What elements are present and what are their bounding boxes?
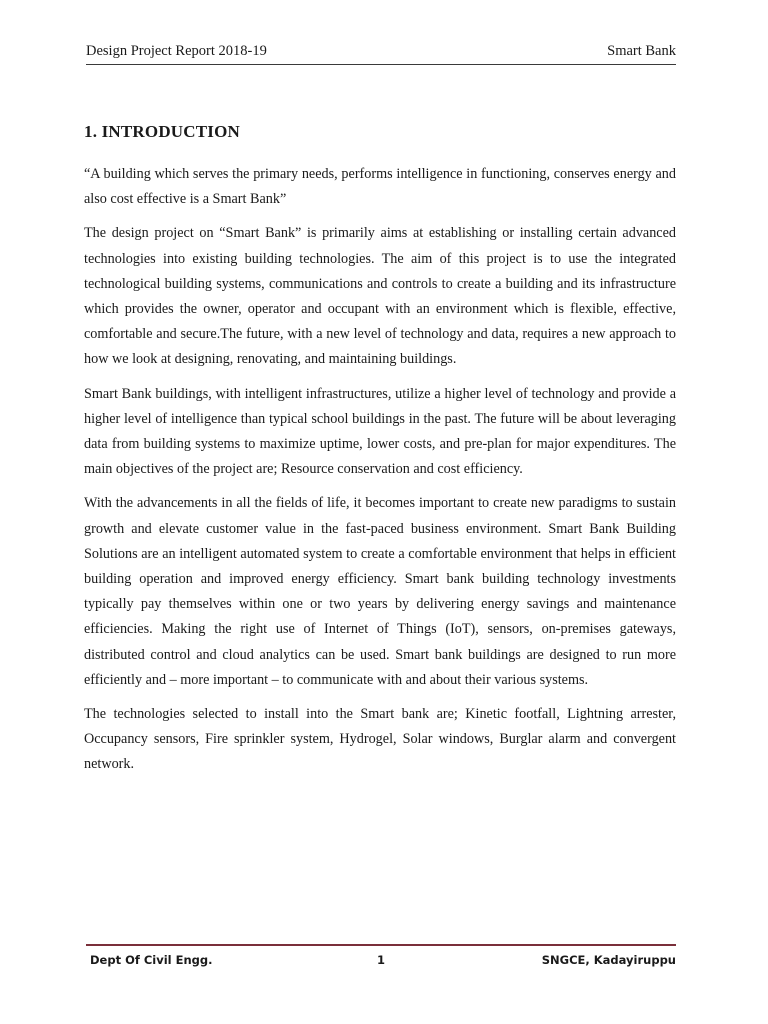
footer-page-number: 1 [376,953,386,967]
header-project-name: Smart Bank [607,43,676,59]
paragraph-advancements: With the advancements in all the fields of life, it becomes important to create new paradigms to sustain growth and elevate customer value in the fast-paced business environment. Smart Bank Building Solutions are an intelligent automated system to create a comfortable environment that helps in efficient building operation and improved energy efficiency. Smart bank building technology investments typically pay themselves within one or two years by delivering energy savings and maintenance efficiencies. Making the right use of Internet of Things (IoT), sensors, on-premises gateways, distributed control and cloud analytics can be used. Smart bank buildings are designed to run more efficiently and – more important – to communicate with and about their various systems. [84,495,676,688]
section-body [84,162,676,787]
footer-department: Dept Of Civil Engg. [90,953,213,967]
header-report-title: Design Project Report 2018-19 [86,43,267,59]
paragraph-technologies: The technologies selected to install into the Smart bank are; Kinetic footfall, Lightning arrester, Occupancy sensors, Fire sprinkler system, Hydrogel, Solar windows, Burglar alarm and convergent network. [84,706,676,773]
page-header [86,42,676,65]
footer-institution: SNGCE, Kadayiruppu [541,953,676,967]
paragraph-definition-quote: “A building which serves the primary needs, performs intelligence in functioning, conserves energy and also cost effective is a Smart Bank” [84,166,676,208]
section-heading: 1. INTRODUCTION [84,122,241,141]
paragraph-project-aim: The design project on “Smart Bank” is primarily aims at establishing or installing certain advanced technologies into existing building technologies. The aim of this project is to use the integrated technological building systems, communications and controls to create a building and its infrastructure which provides the owner, operator and occupant with an environment which is flexible, effective, comfortable and secure.The future, with a new level of technology and data, requires a new approach to how we look at designing, renovating, and maintaining buildings. [84,225,676,368]
paragraph-objectives: Smart Bank buildings, with intelligent infrastructures, utilize a higher level of technology and provide a higher level of intelligence than typical school buildings in the past. The future will be about leveraging data from building systems to maximize uptime, lower costs, and pre-plan for major expenditures. The main objectives of the project are; Resource conservation and cost efficiency. [84,385,676,478]
page-footer [86,944,676,976]
